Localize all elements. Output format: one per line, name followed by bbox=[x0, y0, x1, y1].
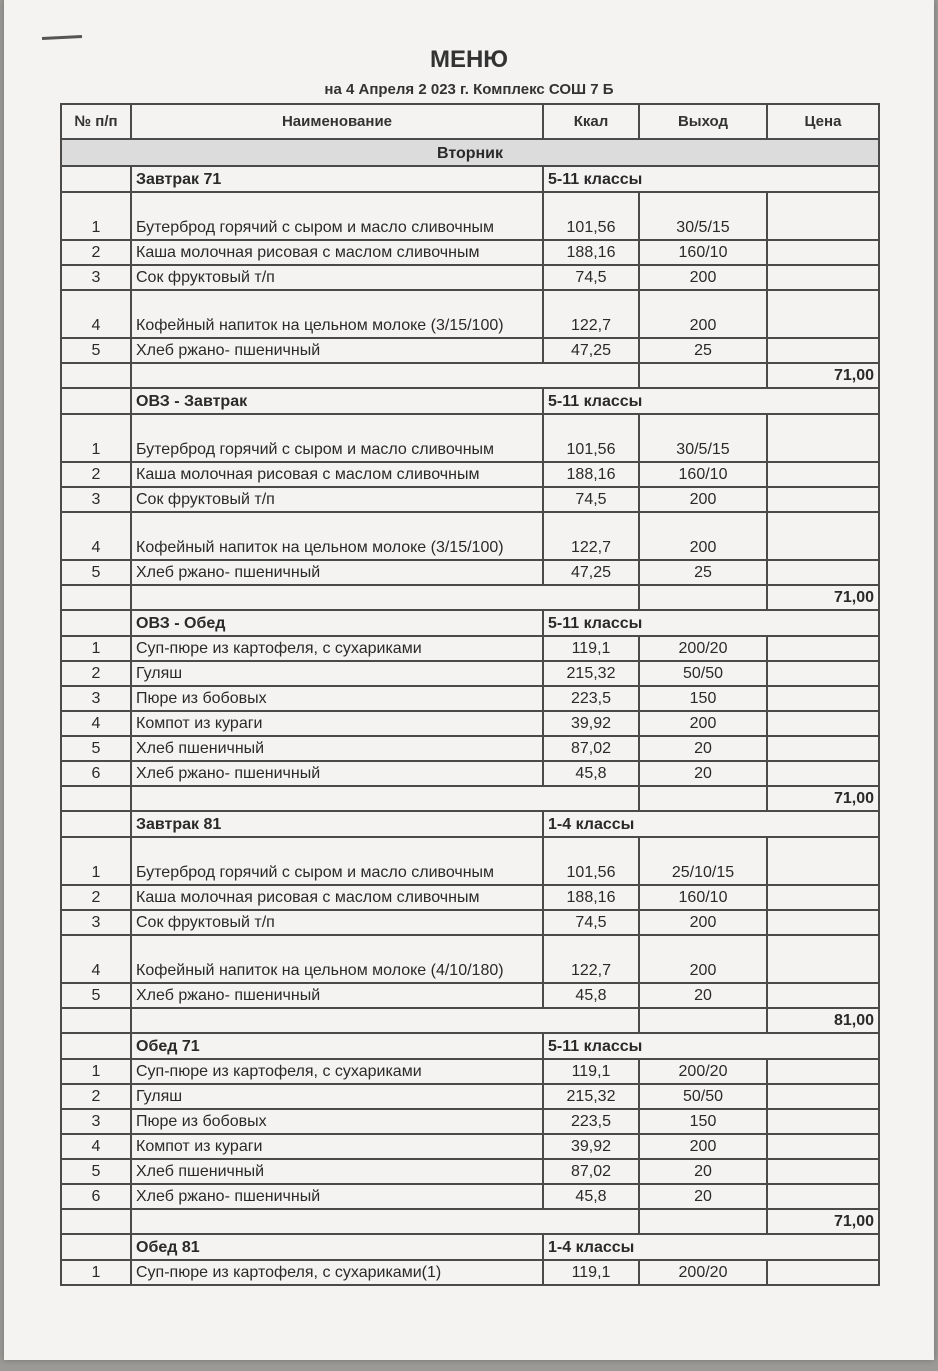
section-header-row bbox=[61, 1033, 879, 1059]
table-row bbox=[61, 736, 879, 761]
item-price bbox=[767, 761, 879, 786]
column-header-price: Цена bbox=[767, 104, 879, 139]
section-grade: 5-11 классы bbox=[543, 388, 879, 414]
table-row bbox=[61, 983, 879, 1008]
section-number-cell bbox=[61, 388, 131, 414]
item-price bbox=[767, 560, 879, 585]
section-total-price: 71,00 bbox=[767, 585, 879, 610]
table-row bbox=[61, 1059, 879, 1084]
item-output: 20 bbox=[639, 1184, 767, 1209]
item-name: Кофейный напиток на цельном молоке (4/10/180) bbox=[131, 935, 543, 983]
item-output: 160/10 bbox=[639, 462, 767, 487]
item-price bbox=[767, 661, 879, 686]
item-number: 3 bbox=[61, 1109, 131, 1134]
menu-table bbox=[60, 103, 880, 1286]
section-grade: 5-11 классы bbox=[543, 1033, 879, 1059]
table-row bbox=[61, 910, 879, 935]
item-name: Сок фруктовый т/п bbox=[131, 910, 543, 935]
item-number: 6 bbox=[61, 1184, 131, 1209]
section-title: ОВЗ - Обед bbox=[131, 610, 543, 636]
table-row bbox=[61, 1260, 879, 1285]
section-total-row bbox=[61, 1008, 879, 1033]
item-output: 25 bbox=[639, 560, 767, 585]
total-empty-cell bbox=[61, 585, 131, 610]
table-row bbox=[61, 1134, 879, 1159]
item-kcal: 119,1 bbox=[543, 1059, 639, 1084]
item-number: 3 bbox=[61, 910, 131, 935]
item-name: Хлеб ржано- пшеничный bbox=[131, 338, 543, 363]
section-title: Обед 71 bbox=[131, 1033, 543, 1059]
day-row bbox=[61, 139, 879, 166]
item-name: Кофейный напиток на цельном молоке (3/15/100) bbox=[131, 512, 543, 560]
total-empty-cell bbox=[639, 786, 767, 811]
item-kcal: 119,1 bbox=[543, 1260, 639, 1285]
item-number: 4 bbox=[61, 935, 131, 983]
item-kcal: 87,02 bbox=[543, 1159, 639, 1184]
section-grade: 1-4 классы bbox=[543, 811, 879, 837]
item-kcal: 223,5 bbox=[543, 1109, 639, 1134]
table-row bbox=[61, 512, 879, 560]
item-number: 1 bbox=[61, 636, 131, 661]
total-empty-cell bbox=[61, 363, 131, 388]
table-row bbox=[61, 265, 879, 290]
item-kcal: 74,5 bbox=[543, 265, 639, 290]
item-price bbox=[767, 265, 879, 290]
item-kcal: 215,32 bbox=[543, 1084, 639, 1109]
item-number: 3 bbox=[61, 265, 131, 290]
column-header-number: № п/п bbox=[61, 104, 131, 139]
column-header-name: Наименование bbox=[131, 104, 543, 139]
section-number-cell bbox=[61, 166, 131, 192]
section-total-row bbox=[61, 585, 879, 610]
table-row bbox=[61, 1184, 879, 1209]
section-total-row bbox=[61, 786, 879, 811]
item-name: Компот из кураги bbox=[131, 711, 543, 736]
section-title: Завтрак 81 bbox=[131, 811, 543, 837]
section-total-price: 81,00 bbox=[767, 1008, 879, 1033]
item-kcal: 74,5 bbox=[543, 910, 639, 935]
item-kcal: 122,7 bbox=[543, 290, 639, 338]
item-number: 5 bbox=[61, 560, 131, 585]
item-price bbox=[767, 1159, 879, 1184]
section-total-price: 71,00 bbox=[767, 786, 879, 811]
item-kcal: 45,8 bbox=[543, 1184, 639, 1209]
table-row bbox=[61, 1159, 879, 1184]
item-price bbox=[767, 1059, 879, 1084]
table-row bbox=[61, 462, 879, 487]
item-output: 25 bbox=[639, 338, 767, 363]
item-output: 30/5/15 bbox=[639, 414, 767, 462]
item-price bbox=[767, 1084, 879, 1109]
item-output: 200 bbox=[639, 487, 767, 512]
page-subtitle: на 4 Апреля 2 023 г. Комплекс СОШ 7 Б bbox=[324, 81, 614, 98]
item-output: 20 bbox=[639, 736, 767, 761]
item-name: Сок фруктовый т/п bbox=[131, 487, 543, 512]
total-empty-cell bbox=[131, 363, 639, 388]
item-number: 2 bbox=[61, 885, 131, 910]
table-row bbox=[61, 686, 879, 711]
section-number-cell bbox=[61, 1033, 131, 1059]
item-output: 20 bbox=[639, 983, 767, 1008]
item-name: Сок фруктовый т/п bbox=[131, 265, 543, 290]
section-number-cell bbox=[61, 811, 131, 837]
item-number: 5 bbox=[61, 338, 131, 363]
item-name: Каша молочная рисовая с маслом сливочным bbox=[131, 240, 543, 265]
item-output: 200 bbox=[639, 935, 767, 983]
total-empty-cell bbox=[131, 1008, 639, 1033]
item-output: 200 bbox=[639, 290, 767, 338]
item-output: 20 bbox=[639, 1159, 767, 1184]
item-price bbox=[767, 512, 879, 560]
item-output: 50/50 bbox=[639, 1084, 767, 1109]
table-row bbox=[61, 711, 879, 736]
item-name: Хлеб ржано- пшеничный bbox=[131, 983, 543, 1008]
column-header-output: Выход bbox=[639, 104, 767, 139]
item-number: 1 bbox=[61, 192, 131, 240]
item-number: 1 bbox=[61, 837, 131, 885]
table-row bbox=[61, 661, 879, 686]
item-output: 160/10 bbox=[639, 885, 767, 910]
item-output: 160/10 bbox=[639, 240, 767, 265]
item-output: 50/50 bbox=[639, 661, 767, 686]
item-kcal: 188,16 bbox=[543, 885, 639, 910]
item-kcal: 101,56 bbox=[543, 414, 639, 462]
total-empty-cell bbox=[131, 786, 639, 811]
section-title: ОВЗ - Завтрак bbox=[131, 388, 543, 414]
item-name: Хлеб пшеничный bbox=[131, 1159, 543, 1184]
item-name: Бутерброд горячий с сыром и масло сливочным bbox=[131, 192, 543, 240]
item-kcal: 119,1 bbox=[543, 636, 639, 661]
item-name: Суп-пюре из картофеля, с сухариками(1) bbox=[131, 1260, 543, 1285]
item-name: Пюре из бобовых bbox=[131, 1109, 543, 1134]
item-number: 4 bbox=[61, 290, 131, 338]
item-output: 30/5/15 bbox=[639, 192, 767, 240]
section-title: Завтрак 71 bbox=[131, 166, 543, 192]
item-output: 200 bbox=[639, 265, 767, 290]
item-name: Гуляш bbox=[131, 661, 543, 686]
item-price bbox=[767, 1134, 879, 1159]
item-number: 1 bbox=[61, 1260, 131, 1285]
item-name: Хлеб ржано- пшеничный bbox=[131, 560, 543, 585]
item-price bbox=[767, 1109, 879, 1134]
section-total-price: 71,00 bbox=[767, 363, 879, 388]
table-row bbox=[61, 290, 879, 338]
item-number: 1 bbox=[61, 1059, 131, 1084]
section-number-cell bbox=[61, 1234, 131, 1260]
item-name: Компот из кураги bbox=[131, 1134, 543, 1159]
item-kcal: 47,25 bbox=[543, 338, 639, 363]
total-empty-cell bbox=[639, 585, 767, 610]
table-row bbox=[61, 837, 879, 885]
table-row bbox=[61, 885, 879, 910]
item-number: 1 bbox=[61, 414, 131, 462]
item-price bbox=[767, 711, 879, 736]
item-price bbox=[767, 1184, 879, 1209]
item-output: 200 bbox=[639, 711, 767, 736]
item-price bbox=[767, 240, 879, 265]
pen-mark bbox=[42, 35, 82, 40]
item-price bbox=[767, 487, 879, 512]
item-number: 5 bbox=[61, 1159, 131, 1184]
section-title: Обед 81 bbox=[131, 1234, 543, 1260]
table-row bbox=[61, 1084, 879, 1109]
item-price bbox=[767, 837, 879, 885]
item-number: 5 bbox=[61, 736, 131, 761]
item-output: 200 bbox=[639, 1134, 767, 1159]
item-number: 4 bbox=[61, 1134, 131, 1159]
item-price bbox=[767, 983, 879, 1008]
item-name: Суп-пюре из картофеля, с сухариками bbox=[131, 1059, 543, 1084]
item-number: 6 bbox=[61, 761, 131, 786]
section-number-cell bbox=[61, 610, 131, 636]
table-row bbox=[61, 240, 879, 265]
item-number: 3 bbox=[61, 686, 131, 711]
section-grade: 5-11 классы bbox=[543, 166, 879, 192]
item-number: 2 bbox=[61, 661, 131, 686]
section-grade: 5-11 классы bbox=[543, 610, 879, 636]
item-kcal: 87,02 bbox=[543, 736, 639, 761]
item-name: Бутерброд горячий с сыром и масло сливочным bbox=[131, 414, 543, 462]
item-output: 150 bbox=[639, 686, 767, 711]
item-output: 200/20 bbox=[639, 636, 767, 661]
item-output: 200 bbox=[639, 512, 767, 560]
item-number: 4 bbox=[61, 711, 131, 736]
total-empty-cell bbox=[61, 1008, 131, 1033]
column-header-kcal: Ккал bbox=[543, 104, 639, 139]
table-row bbox=[61, 560, 879, 585]
item-number: 5 bbox=[61, 983, 131, 1008]
table-row bbox=[61, 487, 879, 512]
item-output: 200/20 bbox=[639, 1260, 767, 1285]
total-empty-cell bbox=[61, 786, 131, 811]
table-row bbox=[61, 761, 879, 786]
day-label: Вторник bbox=[61, 139, 879, 166]
item-name: Кофейный напиток на цельном молоке (3/15/100) bbox=[131, 290, 543, 338]
item-kcal: 122,7 bbox=[543, 935, 639, 983]
item-name: Каша молочная рисовая с маслом сливочным bbox=[131, 462, 543, 487]
item-name: Гуляш bbox=[131, 1084, 543, 1109]
item-name: Хлеб ржано- пшеничный bbox=[131, 1184, 543, 1209]
table-row bbox=[61, 935, 879, 983]
table-row bbox=[61, 414, 879, 462]
item-price bbox=[767, 686, 879, 711]
item-number: 3 bbox=[61, 487, 131, 512]
section-total-row bbox=[61, 1209, 879, 1234]
section-header-row bbox=[61, 610, 879, 636]
item-number: 2 bbox=[61, 1084, 131, 1109]
item-kcal: 223,5 bbox=[543, 686, 639, 711]
item-price bbox=[767, 192, 879, 240]
item-kcal: 122,7 bbox=[543, 512, 639, 560]
table-header-row bbox=[61, 104, 879, 139]
item-price bbox=[767, 338, 879, 363]
item-price bbox=[767, 910, 879, 935]
item-kcal: 45,8 bbox=[543, 983, 639, 1008]
total-empty-cell bbox=[61, 1209, 131, 1234]
item-kcal: 188,16 bbox=[543, 462, 639, 487]
table-row bbox=[61, 1109, 879, 1134]
item-kcal: 101,56 bbox=[543, 192, 639, 240]
table-row bbox=[61, 192, 879, 240]
table-row bbox=[61, 338, 879, 363]
table-row bbox=[61, 636, 879, 661]
total-empty-cell bbox=[131, 585, 639, 610]
item-kcal: 215,32 bbox=[543, 661, 639, 686]
item-price bbox=[767, 736, 879, 761]
total-empty-cell bbox=[639, 1209, 767, 1234]
item-price bbox=[767, 885, 879, 910]
page-title: МЕНЮ bbox=[429, 46, 509, 73]
item-number: 2 bbox=[61, 462, 131, 487]
item-price bbox=[767, 636, 879, 661]
total-empty-cell bbox=[131, 1209, 639, 1234]
item-name: Пюре из бобовых bbox=[131, 686, 543, 711]
item-kcal: 101,56 bbox=[543, 837, 639, 885]
section-header-row bbox=[61, 811, 879, 837]
total-empty-cell bbox=[639, 363, 767, 388]
item-kcal: 39,92 bbox=[543, 1134, 639, 1159]
item-price bbox=[767, 290, 879, 338]
section-total-price: 71,00 bbox=[767, 1209, 879, 1234]
item-kcal: 74,5 bbox=[543, 487, 639, 512]
item-kcal: 39,92 bbox=[543, 711, 639, 736]
item-kcal: 47,25 bbox=[543, 560, 639, 585]
item-kcal: 45,8 bbox=[543, 761, 639, 786]
item-output: 200 bbox=[639, 910, 767, 935]
item-number: 4 bbox=[61, 512, 131, 560]
section-grade: 1-4 классы bbox=[543, 1234, 879, 1260]
item-price bbox=[767, 414, 879, 462]
section-total-row bbox=[61, 363, 879, 388]
section-header-row bbox=[61, 166, 879, 192]
section-header-row bbox=[61, 1234, 879, 1260]
item-number: 2 bbox=[61, 240, 131, 265]
item-output: 20 bbox=[639, 761, 767, 786]
item-name: Каша молочная рисовая с маслом сливочным bbox=[131, 885, 543, 910]
item-price bbox=[767, 935, 879, 983]
section-header-row bbox=[61, 388, 879, 414]
item-name: Бутерброд горячий с сыром и масло сливочным bbox=[131, 837, 543, 885]
item-name: Суп-пюре из картофеля, с сухариками bbox=[131, 636, 543, 661]
item-kcal: 188,16 bbox=[543, 240, 639, 265]
item-price bbox=[767, 462, 879, 487]
item-output: 150 bbox=[639, 1109, 767, 1134]
item-name: Хлеб пшеничный bbox=[131, 736, 543, 761]
item-price bbox=[767, 1260, 879, 1285]
item-name: Хлеб ржано- пшеничный bbox=[131, 761, 543, 786]
item-output: 200/20 bbox=[639, 1059, 767, 1084]
total-empty-cell bbox=[639, 1008, 767, 1033]
item-output: 25/10/15 bbox=[639, 837, 767, 885]
